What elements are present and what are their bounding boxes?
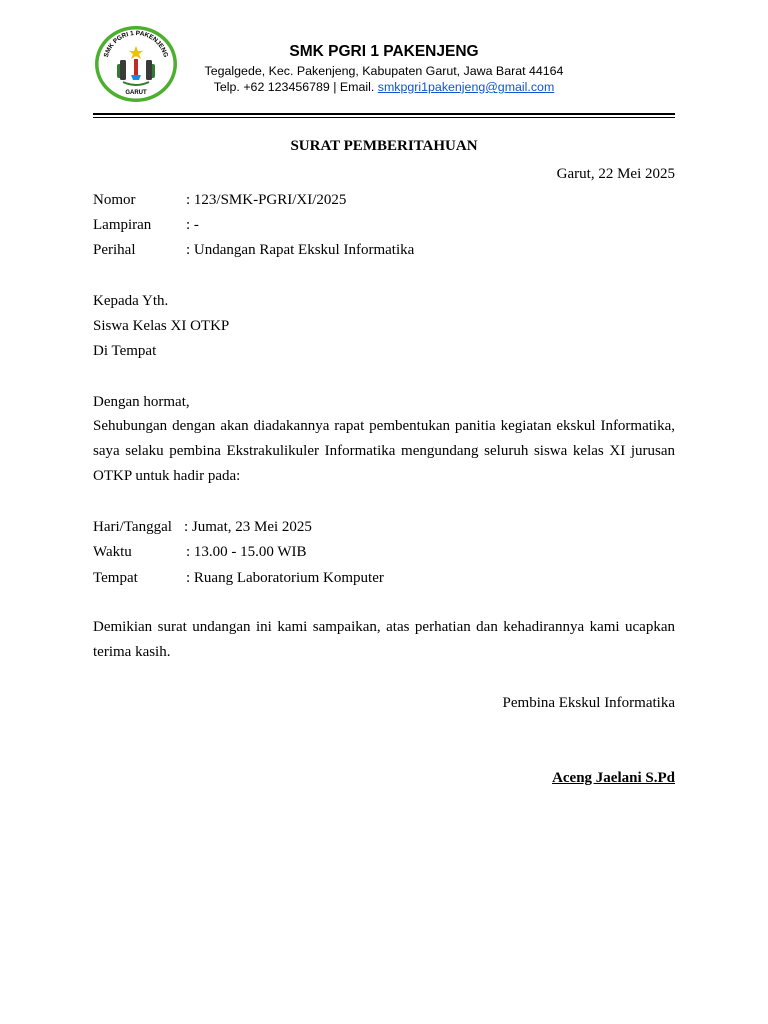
letterhead-rule-thick [93, 113, 675, 115]
letterhead-rule-thin [93, 117, 675, 118]
signature-role: Pembina Ekskul Informatika [502, 695, 675, 711]
logo-text-bottom: GARUT [125, 90, 147, 96]
event-time-label: Waktu [93, 544, 132, 560]
nomor-label: Nomor [93, 192, 136, 208]
school-name: SMK PGRI 1 PAKENJENG [289, 43, 479, 60]
logo-text-top: SMK PGRI 1 PAKENJENG [102, 29, 170, 59]
lampiran-value: : - [186, 217, 199, 233]
school-address: Tegalgede, Kec. Pakenjeng, Kabupaten Garut, Jawa Barat 44164 [204, 64, 564, 78]
place-date: Garut, 22 Mei 2025 [556, 166, 675, 182]
recipient-line-1: Kepada Yth. [93, 293, 169, 309]
letter-title: SURAT PEMBERITAHUAN [290, 138, 478, 154]
event-time-value: : 13.00 - 15.00 WIB [186, 544, 307, 560]
contact-phone: Telp. +62 123456789 | Email. [213, 80, 378, 94]
nomor-value: : 123/SMK-PGRI/XI/2025 [186, 192, 347, 208]
signature-name: Aceng Jaelani S.Pd [552, 770, 675, 786]
lampiran-label: Lampiran [93, 217, 152, 233]
perihal-value: : Undangan Rapat Ekskul Informatika [186, 242, 415, 258]
school-contact [0, 80, 768, 95]
event-place-value: : Ruang Laboratorium Komputer [186, 570, 384, 586]
event-day-label: Hari/Tanggal [93, 519, 172, 535]
greeting: Dengan hormat, [93, 394, 190, 410]
recipient-line-2: Siswa Kelas XI OTKP [93, 318, 230, 334]
recipient-line-3: Di Tempat [93, 343, 157, 359]
perihal-label: Perihal [93, 242, 136, 258]
opening-paragraph: Sehubungan dengan akan diadakannya rapat pembentukan panitia kegiatan ekskul Informatika, saya selaku pembina Ekstrakulikuler Informatika mengundang seluruh siswa kelas XI jurusan OTKP untuk hadir pada: [93, 418, 675, 485]
event-day-value: : Jumat, 23 Mei 2025 [184, 519, 312, 535]
closing-paragraph: Demikian surat undangan ini kami sampaikan, atas perhatian dan kehadirannya kami ucapkan terima kasih. [93, 619, 675, 661]
email-link[interactable]: smkpgri1pakenjeng@gmail.com [377, 80, 555, 94]
event-place-label: Tempat [93, 570, 138, 586]
